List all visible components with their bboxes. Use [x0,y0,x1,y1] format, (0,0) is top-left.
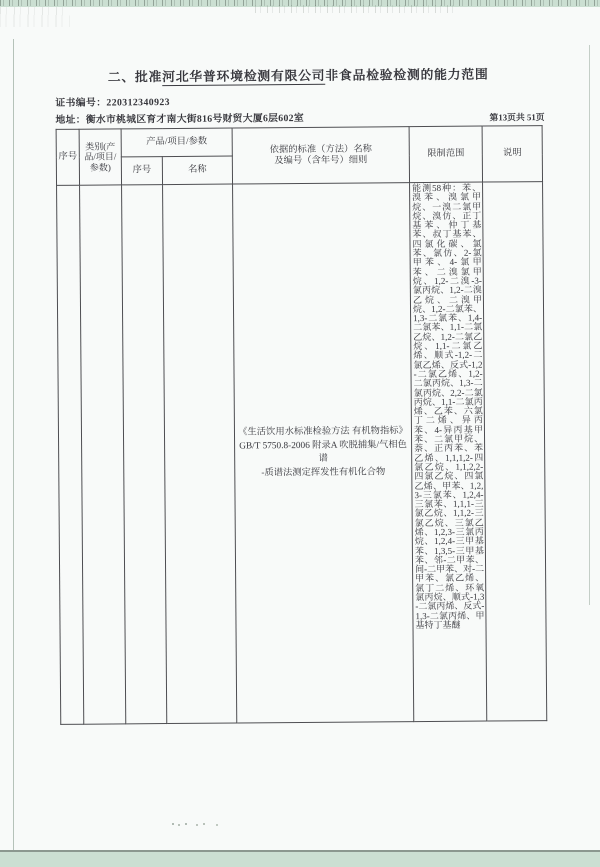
document-content [0,5,600,853]
address-line: 地址：衡水市桃城区育才南大街816号财贸大厦6层602室 [55,112,305,126]
col-header-standard: 依据的标准（方法）名称 及编号（含年号）细则 [232,127,409,184]
col-header-restriction: 限制范围 [409,126,482,183]
certificate-number: 证书编号：220312340923 [55,97,171,109]
page-title [0,63,598,87]
title-suffix: 非食品检验检测的能力范围 [325,67,489,83]
capability-table [56,125,548,725]
cell-standard: 《生活饮用水标准检验方法 有机物指标》 GB/T 5750.8-2006 附录A 吹脱捕集/气相色谱 -质谱法测定挥发性有机化合物 [233,183,414,723]
cell-note [483,182,547,721]
page-indicator: 第13页共 51页 [489,112,545,123]
col-header-seq: 序号 [56,129,79,185]
col-header-product-seq: 序号 [121,157,162,185]
col-header-category: 类别(产品/项目/参数) [79,129,121,185]
title-prefix: 二、批准 [107,70,163,85]
cell-product-seq [122,185,167,724]
title-company-name: 河北华普环境检测有限公司 [162,68,326,85]
cell-product-name [163,184,237,724]
cell-category [80,185,126,724]
paper-sheet [0,7,600,852]
col-header-product-group: 产品/项目/参数 [121,128,232,157]
table-row [57,182,547,725]
cell-restriction: 能测58种：苯、溴苯、溴氯甲烷、一溴二氯甲烷、溴仿、正丁基苯、仲丁基苯、叔丁基苯、四氯化碳、氯苯、氯仿、2-氯甲苯、4-氯甲苯、二溴氯甲烷、1,2-二溴-3-氯丙烷、1,2-二溴乙烷、二溴甲烷、1,2-二氯苯、1,3-二氯苯、1,4-二氯苯、1,1-二氯乙烷、1,2-二氯乙烷、1,1-二氯乙烯、顺式-1,2-二氯乙烯、反式-1,2-二氯乙烯、1,2-二氯丙烷、1,3-二氯丙烷、2,2-二氯丙烷、1,1-二氯丙烯、乙苯、六氯丁二烯、异丙苯、4-异丙基甲苯、二氯甲烷、萘、正丙苯、苯乙烯、1,1,1,2-四氯乙烷、1,1,2,2-四氯乙烷、四氯乙烯、甲苯、1,2,3-三氯苯、1,2,4-三氯苯、1,1,1-三氯乙烷、1,1,2-三氯乙烷、三氯乙烯、1,2,3-三氯丙烷、1,2,4-三甲基苯、1,3,5-三甲基苯、邻-二甲苯、间-二甲苯、对-二甲苯、氯乙烯、氯丁二烯、环氧氯丙烷、顺式-1,3-二氯丙烯、反式-1,3-二氯丙烯、甲基特丁基醚 [410,182,487,722]
col-header-note: 说明 [482,126,542,182]
col-header-product-name: 名称 [162,156,232,185]
capability-table-wrap [56,125,548,725]
